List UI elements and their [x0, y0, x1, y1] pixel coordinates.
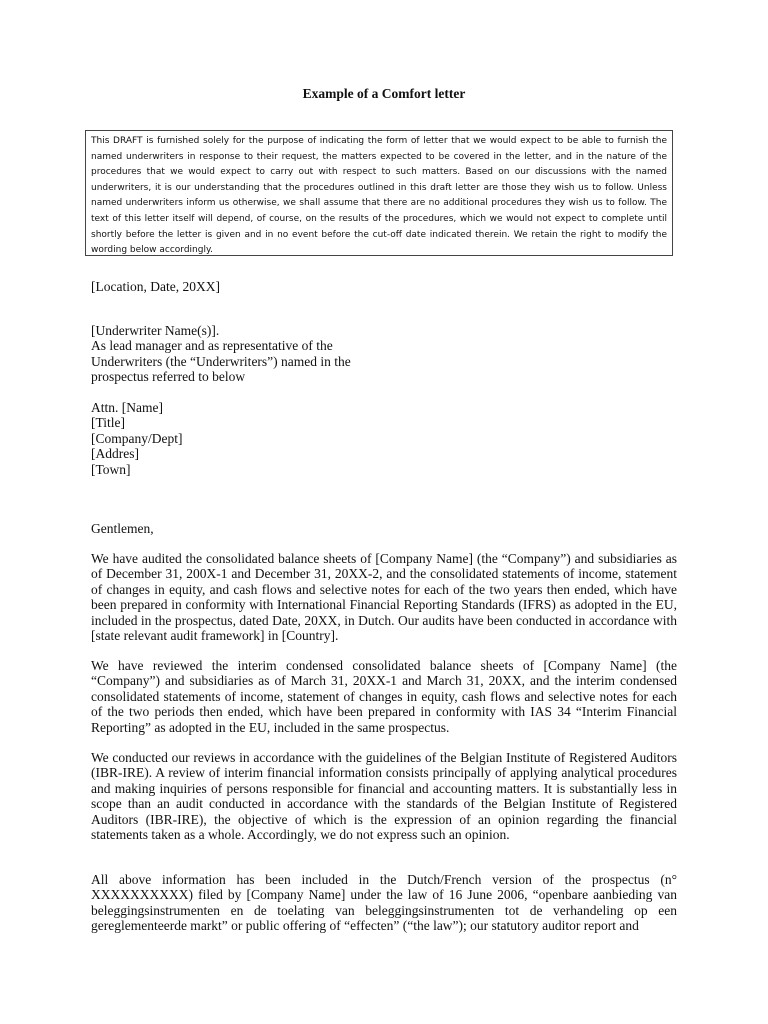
paragraph-review: We have reviewed the interim condensed consolidated balance sheets of [Company Name] (the “Company”) and subsidiaries as of March 31, 20XX-1 and March 31, 20XX, and the interim condensed consolidated statements of income, statement of changes in equity, cash flows and selective notes for each of the two periods then ended, which have been prepared in conformity with IAS 34 “Interim Financial Reporting” as adopted in the EU, included in the same prospectus. — [91, 658, 677, 735]
document-title: Example of a Comfort letter — [302, 86, 466, 101]
draft-notice-text: This DRAFT is furnished solely for the purpose of indicating the form of letter that we would expect to be able to furnish the named underwriters in response to their request, the matters expected to be covered in the letter, and in the nature of the procedures that we would expect to carry out with respect to such matters. Based on our discussions with the named underwriters, it is our understanding that the procedures outlined in this draft letter are those they wish us to follow. Unless named underwriters inform us otherwise, we shall assume that there are no additional procedures they wish us to follow. The text of this letter itself will depend, of course, on the results of the procedures, which we would not expect to complete until shortly before the letter is given and in no event before the cut-off date indicated therein. We retain the right to modify the wording below accordingly. — [91, 136, 667, 256]
addressee-line: Underwriters (the “Underwriters”) named in the — [91, 353, 351, 369]
addressee-line: As lead manager and as representative of the — [91, 338, 333, 354]
paragraph-audit: We have audited the consolidated balance sheets of [Company Name] (the “Company”) and subsidiaries as of December 31, 200X-1 and December 31, 20XX-2, and the consolidated statements of income, statement of changes in equity, and cash flows and selective notes for each of the two years then ended, which have been prepared in conformity with International Financial Reporting Standards (IFRS) as adopted in the EU, included in the prospectus, dated Date, 20XX, in Dutch. Our audits have been conducted in accordance with [state relevant audit framework] in [Country]. — [91, 551, 677, 644]
attention-line: [Town] — [91, 461, 131, 477]
attention-block — [91, 400, 677, 477]
location-date-text: [Location, Date, 20XX] — [91, 279, 220, 294]
draft-notice-box — [85, 130, 673, 256]
attention-line: [Company/Dept] — [91, 430, 183, 446]
salutation-text: Gentlemen, — [91, 521, 154, 536]
salutation — [91, 521, 677, 536]
paragraph-prospectus: All above information has been included in the Dutch/French version of the prospectus (n° XXXXXXXXXX) filed by [Company Name] under the law of 16 June 2006, “openbare aanbieding van beleggingsinstrumenten en de toelating van beleggingsinstrumenten tot de verhandeling op een gereglementeerde markt” or public offering of “effecten” (“the law”); our statutory auditor report and — [91, 872, 677, 934]
paragraph-review-standards: We conducted our reviews in accordance with the guidelines of the Belgian Institute of Registered Auditors (IBR-IRE). A review of interim financial information consists principally of applying analytical procedures and making inquiries of persons responsible for financial and accounting matters. It is substantially less in scope than an audit conducted in accordance with the standards of the Belgian Institute of Registered Auditors (IBR-IRE), the objective of which is the expression of an opinion regarding the financial statements taken as a whole. Accordingly, we do not express such an opinion. — [91, 750, 677, 843]
addressee-line: prospectus referred to below — [91, 369, 246, 385]
addressee-line: [Underwriter Name(s)]. — [91, 323, 220, 338]
attention-line: [Title] — [91, 415, 126, 431]
addressee-block — [91, 323, 677, 385]
attention-line: Attn. [Name] — [91, 400, 163, 415]
location-date — [91, 279, 677, 294]
attention-line: [Addres] — [91, 446, 139, 462]
